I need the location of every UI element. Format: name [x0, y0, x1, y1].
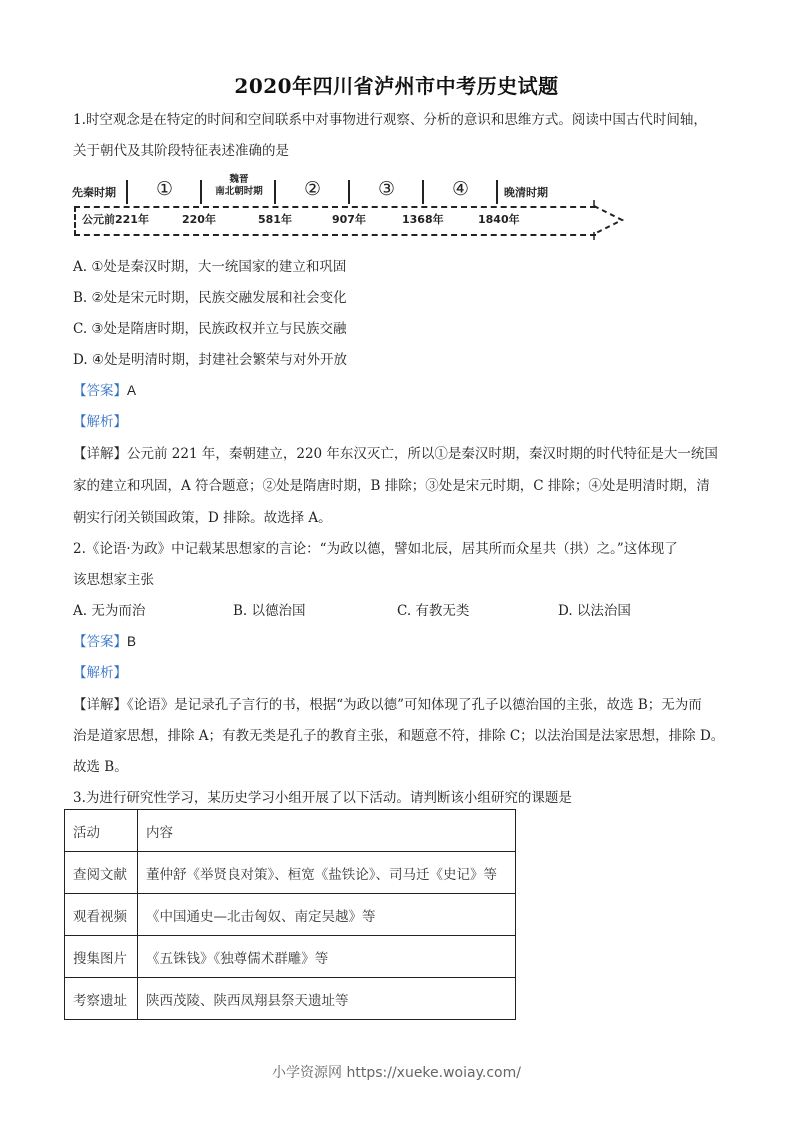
answer-value: B [127, 634, 137, 649]
q1-option-a: A. ①处是秦汉时期，大一统国家的建立和巩固 [73, 259, 347, 275]
q2-stem-line1: 2.《论语·为政》中记载某思想家的言论：“为政以德，譬如北辰，居其所而众星共（拱）之。”这体现了 [73, 541, 678, 557]
q1-detail-line1 [73, 442, 718, 462]
timeline-marker-1: ① [156, 178, 174, 200]
timeline-year: 907年 [332, 213, 366, 226]
answer-label: 【答案】 [73, 634, 127, 650]
table-cell-activity: 搜集图片 [65, 936, 138, 978]
q2-detail-line2: 治是道家思想，排除 A；有教无类是孔子的教育主张，和题意不符，排除 C；以法治国是法家思想，排除 D。 [73, 728, 725, 744]
table-row [65, 852, 516, 894]
table-cell-activity: 考察遗址 [65, 978, 138, 1020]
table-header-cell: 活动 [65, 810, 138, 852]
activity-table [64, 809, 516, 1020]
q1-stem-line2: 关于朝代及其阶段特征表述准确的是 [73, 143, 289, 159]
timeline-tick [200, 180, 202, 204]
page-title: 2020年四川省泸州市中考历史试题 [234, 74, 559, 98]
timeline-tick [274, 180, 276, 204]
timeline-figure [72, 174, 632, 244]
q2-option-b: B. 以德治国 [233, 603, 306, 619]
q1-detail-line2: 家的建立和巩固，A 符合题意；②处是隋唐时期，B 排除；③处是宋元时期，C 排除；④处是明清时期，清 [73, 478, 710, 494]
arrow-right-icon [592, 196, 626, 242]
table-header-cell: 内容 [138, 810, 516, 852]
timeline-year: 1368年 [402, 213, 444, 226]
detail-text: 《论语》是记录孔子言行的书，根据“为政以德”可知体现了孔子以德治国的主张，故选 B；无为而 [127, 697, 702, 713]
timeline-tick [126, 180, 128, 204]
q1-analysis [73, 410, 127, 430]
analysis-label: 【解析】 [73, 665, 127, 681]
q1-option-c: C. ③处是隋唐时期，民族政权并立与民族交融 [73, 321, 347, 337]
table-row [65, 894, 516, 936]
table-cell-activity: 观看视频 [65, 894, 138, 936]
q2-option-a: A. 无为而治 [73, 603, 146, 619]
answer-value: A [127, 383, 137, 398]
timeline-period: 先秦时期 [72, 186, 116, 199]
detail-label: 【详解】 [73, 446, 127, 462]
table-cell-content: 《五铢钱》《独尊儒术群雕》等 [138, 936, 516, 978]
timeline-tick [348, 180, 350, 204]
q3-stem: 3.为进行研究性学习，某历史学习小组开展了以下活动。请判断该小组研究的课题是 [73, 790, 572, 806]
table-cell-activity: 查阅文献 [65, 852, 138, 894]
table-cell-content: 董仲舒《举贤良对策》、桓宽《盐铁论》、司马迁《史记》等 [138, 852, 516, 894]
footer-watermark: 小学资源网 https://xueke.woiay.com/ [272, 1065, 521, 1081]
timeline-period: 晚清时期 [504, 186, 548, 199]
q2-answer [73, 630, 136, 650]
table-row [65, 978, 516, 1020]
timeline-tick [496, 180, 498, 204]
timeline-year: 220年 [182, 213, 216, 226]
q1-option-b: B. ②处是宋元时期，民族交融发展和社会变化 [73, 290, 347, 306]
answer-label: 【答案】 [73, 383, 127, 399]
detail-text: 公元前 221 年，秦朝建立，220 年东汉灭亡，所以①是秦汉时期，秦汉时期的时代特征是大一统国 [127, 446, 718, 462]
timeline-marker-4: ④ [452, 178, 470, 200]
timeline-year: 581年 [258, 213, 292, 226]
timeline-marker-3: ③ [378, 178, 396, 200]
timeline-period [206, 174, 272, 198]
table-row [65, 936, 516, 978]
timeline-tick [422, 180, 424, 204]
analysis-label: 【解析】 [73, 414, 127, 430]
q1-detail-line3: 朝实行闭关锁国政策，D 排除。故选择 A。 [73, 510, 332, 526]
q2-analysis [73, 661, 127, 681]
timeline-year: 公元前221年 [82, 213, 149, 226]
q2-stem-line2: 该思想家主张 [73, 572, 154, 588]
q2-option-c: C. 有教无类 [397, 603, 470, 619]
q1-answer [73, 379, 136, 399]
q2-option-d: D. 以法治国 [558, 603, 631, 619]
table-header-row [65, 810, 516, 852]
q2-detail-line3: 故选 B。 [73, 759, 128, 775]
q1-option-d: D. ④处是明清时期，封建社会繁荣与对外开放 [73, 352, 348, 368]
timeline-period-line2: 南北朝时期 [215, 186, 263, 197]
q2-detail-line1 [73, 693, 702, 713]
timeline-marker-2: ② [304, 178, 322, 200]
q1-stem-line1: 1.时空观念是在特定的时间和空间联系中对事物进行观察、分析的意识和思维方式。阅读中国古代时间轴， [73, 112, 707, 128]
detail-label: 【详解】 [73, 697, 127, 713]
table-cell-content: 陕西茂陵、陕西凤翔县祭天遗址等 [138, 978, 516, 1020]
table-cell-content: 《中国通史—北击匈奴、南定吴越》等 [138, 894, 516, 936]
timeline-year: 1840年 [478, 213, 520, 226]
timeline-period-line1: 魏晋 [229, 174, 249, 185]
